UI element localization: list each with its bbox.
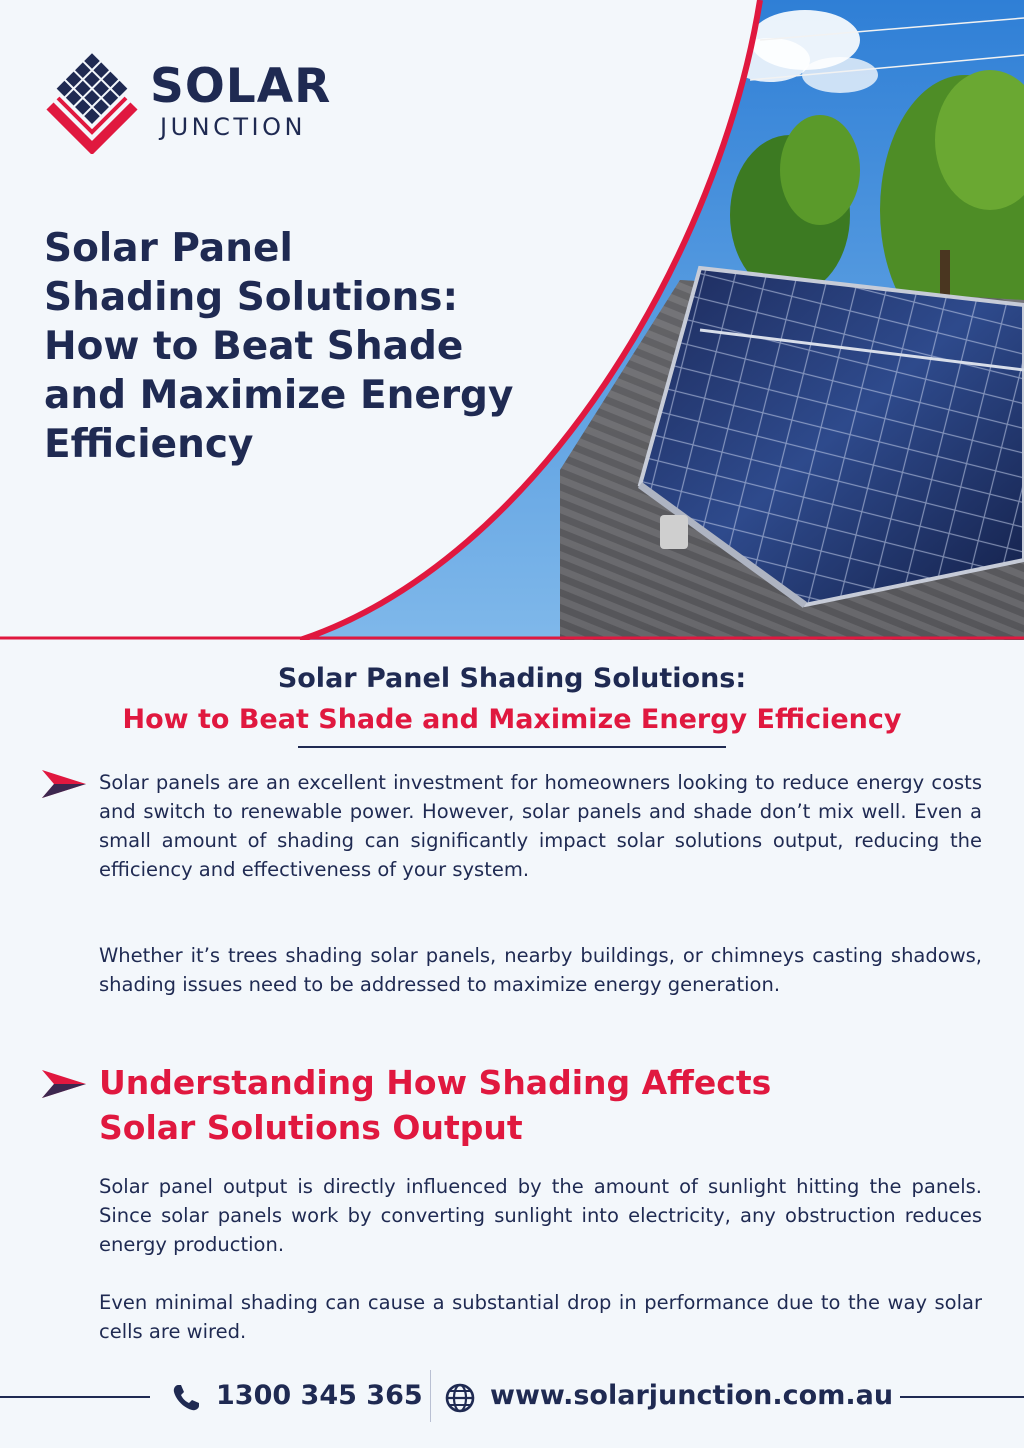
hero	[0, 0, 1024, 640]
footer-website-link[interactable]: www.solarjunction.com.au	[490, 1380, 894, 1411]
body-paragraph-3: Solar panel output is directly influenced by the amount of sunlight hitting the panels. Since solar panels work by converting sunlight into electricity, any obstruction reduces energy production.	[99, 1175, 982, 1256]
phone-icon	[170, 1382, 202, 1414]
hero-title	[44, 224, 604, 469]
section-heading-underline	[298, 746, 726, 748]
subheading-line: Solar Solutions Output	[99, 1108, 523, 1147]
chevron-right-icon	[42, 1070, 86, 1098]
body-paragraph-4: Even minimal shading can cause a substantial drop in performance due to the way solar cells are wired.	[99, 1291, 982, 1343]
chevron-right-icon	[42, 770, 86, 798]
hero-title-line: Solar Panel	[44, 226, 293, 271]
footer-rule-left	[0, 1396, 150, 1398]
subheading-line: Understanding How Shading Affects	[99, 1063, 772, 1102]
footer-phone[interactable]: 1300 345 365	[216, 1380, 423, 1411]
footer-rule-right	[900, 1396, 1024, 1398]
brand-name-line-1: SOLAR	[150, 59, 332, 114]
solar-panel-logo-icon	[44, 50, 140, 154]
section-heading	[0, 660, 1024, 748]
brand-name-line-2: JUNCTION	[160, 113, 306, 141]
hero-title-line: and Maximize Energy	[44, 373, 514, 418]
globe-icon	[444, 1382, 476, 1414]
section-heading-line-2: How to Beat Shade and Maximize Energy Efficiency	[122, 704, 902, 735]
hero-title-line: Efficiency	[44, 422, 254, 467]
body-paragraph-2: Whether it’s trees shading solar panels, nearby buildings, or chimneys casting shadows, shading issues need to be addressed to maximize energy generation.	[99, 944, 982, 996]
hero-title-line: How to Beat Shade	[44, 324, 464, 369]
section-heading-line-1: Solar Panel Shading Solutions:	[277, 663, 747, 694]
body-paragraph-1: Solar panels are an excellent investment for homeowners looking to reduce energy costs and switch to renewable power. However, solar panels and shade don’t mix well. Even a small amount of shading can significantly impact solar solutions output, reducing the efficiency and effectiveness of your system.	[99, 771, 982, 881]
footer-divider	[430, 1370, 431, 1422]
subheading	[99, 1060, 959, 1150]
footer	[0, 1370, 1024, 1422]
hero-title-line: Shading Solutions:	[44, 275, 459, 320]
brand-logo[interactable]	[44, 50, 331, 154]
